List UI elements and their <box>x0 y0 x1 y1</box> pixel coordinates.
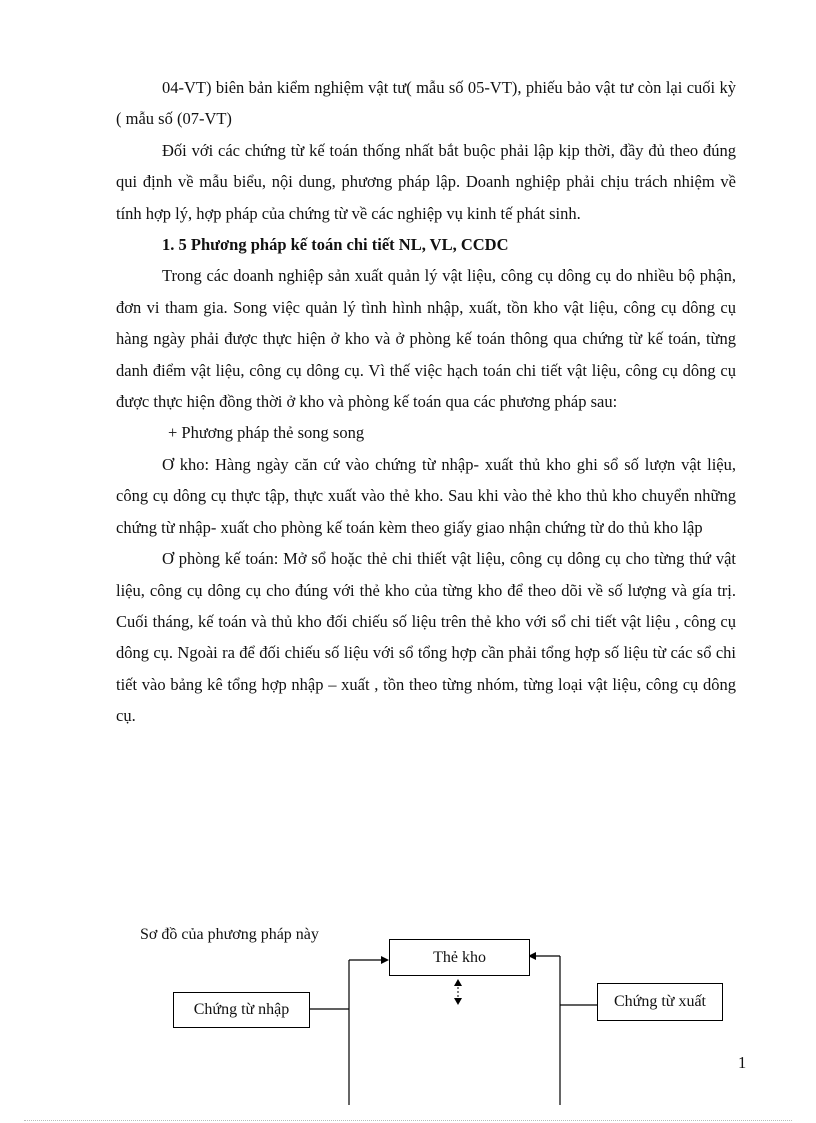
double-arrow-down <box>454 998 462 1005</box>
method-item: + Phương pháp thẻ song song <box>168 423 365 443</box>
paragraph-1: 04-VT) biên bản kiểm nghiệm vật tư( mẫu số 05-VT), phiếu bảo vật tư còn lại cuối kỳ ( mẫu số (07-VT) <box>116 78 736 129</box>
paragraph-3: Trong các doanh nghiệp sản xuất quản lý vật liệu, công cụ dông cụ do nhiều bộ phận, đơn vi tham gia. Song việc quản lý tình hình nhập, xuất, tồn kho vật liệu, công cụ dông cụ hàng ngày phải được thực hiện ở kho và ở phòng kế toán thông qua chứng từ kế toán, từng danh điểm vật liệu, công cụ dông cụ. Vì thế việc hạch toán chi tiết vật liệu, công cụ dông cụ được thực hiện đồng thời ở kho và phòng kế toán qua các phương pháp sau: <box>116 266 736 412</box>
paragraph-2: Đối với các chứng từ kế toán thống nhất bắt buộc phải lập kịp thời, đầy đủ theo đúng qui định về mẫu biểu, nội dung, phương pháp lập. Doanh nghiệp phải chịu trách nhiệm về tính hợp lý, hợp pháp của chứng từ về các nghiệp vụ kinh tế phát sinh. <box>116 140 736 223</box>
footer-divider <box>24 1120 792 1121</box>
section-heading: 1. 5 Phương pháp kế toán chi tiết NL, VL, CCDC <box>162 235 509 255</box>
paragraph-accounting: Ơ phòng kế toán: Mở sổ hoặc thẻ chi thiết vật liệu, công cụ dông cụ cho từng thứ vật liệu, công cụ dông cụ cho đúng với thẻ kho của từng kho để theo dõi về số lượng và gía trị. Cuối tháng, kế toán và thủ kho đối chiếu số liệu trên thẻ kho với sổ chi tiết vật liệu , công cụ dông cụ. Ngoài ra để đối chiếu số liệu với sổ tổng hợp cần phải tổng hợp số liệu từ các sổ chi tiết vào bảng kê tổng hợp nhập – xuất , tồn theo từng nhóm, từng loại vật liệu, công cụ dông cụ. <box>116 549 736 726</box>
double-arrow-up <box>454 979 462 986</box>
diagram-title: Sơ đồ của phương pháp này <box>140 926 319 943</box>
paragraph-warehouse: Ơ kho: Hàng ngày căn cứ vào chứng từ nhập- xuất thủ kho ghi sổ số lượn vật liệu, công cụ dông cụ thực tập, thực xuất vào thẻ kho. Sau khi vào thẻ kho thủ kho chuyển những chứng từ nhập- xuất cho phòng kế toán kèm theo giấy giao nhận chứng từ do thủ kho lập <box>116 454 736 537</box>
page-number: 1 <box>738 1053 747 1072</box>
chung-tu-xuat-box: Chứng từ xuất <box>597 983 723 1021</box>
left-arrowhead <box>381 956 389 964</box>
chung-tu-nhap-box: Chứng từ nhập <box>173 992 310 1028</box>
body-text <box>116 72 736 732</box>
the-kho-box: Thẻ kho <box>389 939 530 976</box>
